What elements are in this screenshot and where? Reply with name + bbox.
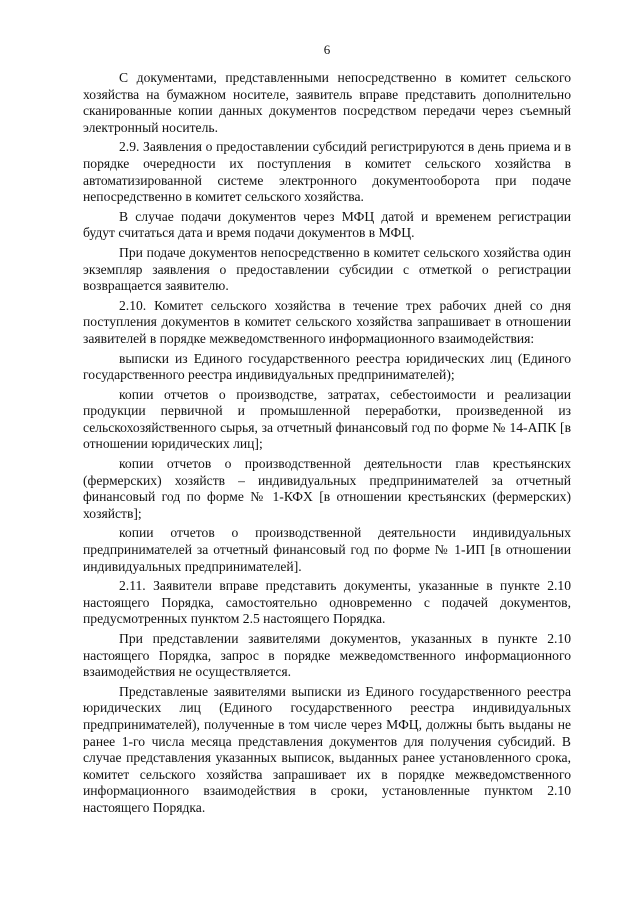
paragraph-direct-submission: При подаче документов непосредственно в комитет сельского хозяйства один экземпляр заявления о предоставлении субсидии с отметкой о регистрации возвращается заявителю. (83, 244, 571, 294)
page-number: 6 (323, 42, 331, 57)
paragraph-2-10-requests: 2.10. Комитет сельского хозяйства в течение трех рабочих дней со дня поступления документов в комитет сельского хозяйства запрашивает в отношении заявителей в порядке межведомственного информационного взаимодействия: (83, 297, 571, 346)
paragraph-scanned-copies: С документами, представленными непосредственно в комитет сельского хозяйства на бумажном носителе, заявитель вправе представить дополнительно сканированные копии данных документов посредством передачи через съемный электронный носитель. (83, 70, 571, 135)
paragraph-extract-validity: Представленые заявителями выписки из Единого государственного реестра юридических лиц (Единого государственного реестра индивидуальных предпринимателей), полученные в том числе через МФЦ, должны быть выданы не ранее 1-го числа месяца представления документов для получения субсидий. В случае представления указанных выписок, выданных ранее установленного срока, комитет сельского хозяйства запрашивает их в порядке межведомственного информационного взаимодействия в сроки, установленные пунктом 2.10 настоящего Порядка. (83, 683, 571, 815)
paragraph-register-extracts: выписки из Единого государственного реестра юридических лиц (Единого государственного реестра индивидуальных предпринимателей); (83, 350, 571, 383)
paragraph-mfc-registration: В случае подачи документов через МФЦ датой и временем регистрации будут считаться дата и время подачи документов в МФЦ. (83, 208, 571, 241)
paragraph-2-9-registration: 2.9. Заявления о предоставлении субсидий регистрируются в день приема и в порядке очередности их поступления в комитет сельского хозяйства в автоматизированной системе электронного документооборота при подаче непосредственно в комитет сельского хозяйства. (83, 139, 571, 205)
document-body (83, 70, 571, 820)
paragraph-ip-reports: копии отчетов о производственной деятельности индивидуальных предпринимателей за отчетный финансовый год по форме № 1-ИП [в отношении индивидуальных предпринимателей]. (83, 525, 571, 574)
paragraph-kfh-reports: копии отчетов о производственной деятельности глав крестьянских (фермерских) хозяйств – индивидуальных предпринимателей за отчетный финансовый год по форме № 1-КФХ [в отношении крестьянских (фермерских) хозяйств]; (83, 456, 571, 521)
paragraph-apk-reports: копии отчетов о производстве, затратах, себестоимости и реализации продукции первичной и промышленной переработки, произведенной из сельскохозяйственного сырья, за отчетный финансовый год по форме № 14-АПК [в отношении юридических лиц]; (83, 386, 571, 452)
paragraph-2-11-self-submission: 2.11. Заявители вправе представить документы, указанные в пункте 2.10 настоящего Порядка, самостоятельно одновременно с подачей документов, предусмотренных пунктом 2.5 настоящего Порядка. (83, 578, 571, 627)
paragraph-no-request: При представлении заявителями документов, указанных в пункте 2.10 настоящего Порядка, запрос в порядке межведомственного информационного взаимодействия не осуществляется. (83, 631, 571, 680)
